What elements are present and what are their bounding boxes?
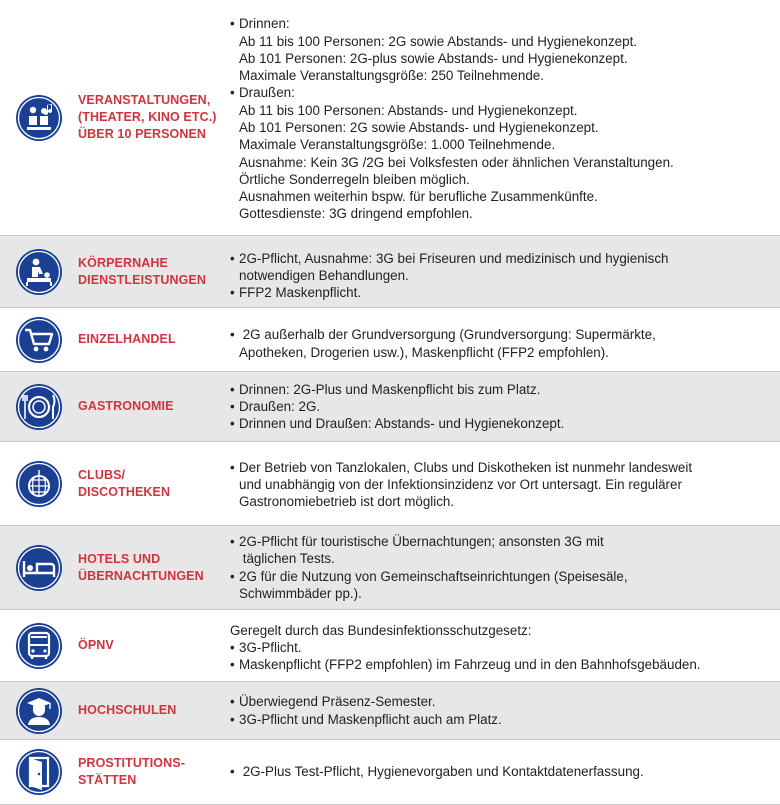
category-icon-cell xyxy=(0,622,78,670)
bullet-icon: • xyxy=(230,85,235,101)
category-title xyxy=(78,255,228,289)
rule-bullet-item xyxy=(230,459,780,476)
rule-text: Gastronomiebetrieb ist dort möglich. xyxy=(239,494,455,510)
rule-text: Ab 11 bis 100 Personen: 2G sowie Abstands- und Hygienekonzept. xyxy=(239,33,638,49)
category-title-line: PROSTITUTIONS- xyxy=(78,756,185,770)
rule-text-line xyxy=(230,171,780,188)
rule-text: notwendigen Behandlungen. xyxy=(239,267,409,283)
bullet-icon: • xyxy=(230,16,235,32)
table-row xyxy=(0,526,780,610)
rule-text: Ausnahmen weiterhin bspw. für berufliche Zusammenkünfte. xyxy=(239,189,598,205)
category-title-line: ÜBER 10 PERSONEN xyxy=(78,127,207,141)
category-title xyxy=(78,92,228,143)
bullet-icon: • xyxy=(230,533,235,549)
rule-text: Maximale Veranstaltungsgröße: 1.000 Teilnehmende. xyxy=(239,137,556,153)
category-title-line: (THEATER, KINO ETC.) xyxy=(78,110,217,124)
rule-text: Schwimmbäder pp.). xyxy=(239,585,362,601)
category-title-line: HOCHSCHULEN xyxy=(78,703,177,717)
category-cell xyxy=(78,467,228,501)
category-title-line: CLUBS/ xyxy=(78,467,126,482)
category-cell xyxy=(78,331,228,348)
rules-cell xyxy=(228,250,780,302)
category-title xyxy=(78,755,228,789)
category-cell xyxy=(78,637,228,654)
rule-text-line xyxy=(230,550,780,567)
rule-bullet-item xyxy=(230,568,780,585)
category-title-line: GASTRONOMIE xyxy=(78,399,174,413)
rule-bullet-item xyxy=(230,763,780,780)
rule-text: 2G-Pflicht, Ausnahme: 3G bei Friseuren und medizinisch und hygienisch xyxy=(239,250,669,266)
rule-text: täglichen Tests. xyxy=(239,551,335,567)
rule-text-line xyxy=(230,136,780,153)
rule-text-line xyxy=(230,154,780,171)
category-title xyxy=(78,398,228,415)
rule-bullet-item xyxy=(230,84,780,101)
table-row xyxy=(0,0,780,236)
rule-text: 2G außerhalb der Grundversorgung (Grundversorgung: Supermärkte, xyxy=(239,327,656,343)
category-title xyxy=(78,551,228,585)
category-icon-cell xyxy=(0,748,78,796)
rule-bullet-item xyxy=(230,415,780,432)
rule-text: Ausnahme: Kein 3G /2G bei Volksfesten oder ähnlichen Veranstaltungen. xyxy=(239,154,674,170)
rule-bullet-item xyxy=(230,398,780,415)
category-icon-cell xyxy=(0,460,78,508)
rule-text-line xyxy=(230,119,780,136)
disco-ball-icon xyxy=(15,460,63,508)
category-icon-cell xyxy=(0,687,78,735)
category-title xyxy=(78,467,228,501)
bullet-icon: • xyxy=(230,398,235,414)
rules-cell xyxy=(228,15,780,223)
bullet-icon: • xyxy=(230,657,235,673)
rule-text: Apotheken, Drogerien usw.), Maskenpflicht (FFP2 empfohlen). xyxy=(239,344,609,360)
category-icon-cell xyxy=(0,316,78,364)
rule-bullet-item xyxy=(230,656,780,673)
bullet-icon: • xyxy=(230,327,235,343)
bullet-icon: • xyxy=(230,568,235,584)
rule-text: 2G-Plus Test-Pflicht, Hygienevorgaben und Kontaktdatenerfassung. xyxy=(239,764,644,780)
category-title xyxy=(78,702,228,719)
bullet-icon: • xyxy=(230,639,235,655)
rules-cell xyxy=(228,693,780,728)
rule-text-line xyxy=(230,33,780,50)
rule-text: Örtliche Sonderregeln bleiben möglich. xyxy=(239,171,470,187)
rules-cell xyxy=(228,763,780,780)
rule-text: 3G-Pflicht und Maskenpflicht auch am Platz. xyxy=(239,711,502,727)
table-row xyxy=(0,610,780,682)
category-title-line: DISCOTHEKEN xyxy=(78,484,171,499)
rule-text-line xyxy=(230,205,780,222)
rule-text: 2G-Pflicht für touristische Übernachtungen; ansonsten 3G mit xyxy=(239,533,604,549)
category-icon-cell xyxy=(0,94,78,142)
rule-bullet-item xyxy=(230,693,780,710)
category-cell xyxy=(78,702,228,719)
rule-text-line xyxy=(230,622,780,639)
category-title-line: EINZELHANDEL xyxy=(78,332,176,346)
rule-text: FFP2 Maskenpflicht. xyxy=(239,285,362,301)
rule-text: Drinnen und Draußen: Abstands- und Hygienekonzept. xyxy=(239,416,565,432)
rule-text: Gottesdienste: 3G dringend empfohlen. xyxy=(239,206,473,222)
rule-text-line xyxy=(230,50,780,67)
rule-text-line xyxy=(230,67,780,84)
theater-audience-icon xyxy=(15,94,63,142)
shopping-cart-icon xyxy=(15,316,63,364)
category-cell xyxy=(78,92,228,143)
rule-bullet-item xyxy=(230,326,780,343)
bus-icon xyxy=(15,622,63,670)
rule-text: Draußen: xyxy=(239,85,295,101)
rule-bullet-item xyxy=(230,639,780,656)
rule-text-line xyxy=(230,267,780,284)
rule-text: Geregelt durch das Bundesinfektionsschutzgesetz: xyxy=(230,622,532,638)
rule-text-line xyxy=(230,585,780,602)
bullet-icon: • xyxy=(230,285,235,301)
category-title-line: KÖRPERNAHE xyxy=(78,255,168,270)
category-title-line: DIENSTLEISTUNGEN xyxy=(78,272,206,287)
category-icon-cell xyxy=(0,248,78,296)
rule-text-line xyxy=(230,476,780,493)
table-row xyxy=(0,236,780,308)
category-title-line: HOTELS UND xyxy=(78,551,161,566)
body-care-icon xyxy=(15,248,63,296)
rule-bullet-item xyxy=(230,250,780,267)
category-cell xyxy=(78,551,228,585)
category-title-line: ÖPNV xyxy=(78,638,114,652)
rule-text: Drinnen: 2G-Plus und Maskenpflicht bis zum Platz. xyxy=(239,381,541,397)
table-row xyxy=(0,682,780,740)
rule-text: und unabhängig von der Infektionsinzidenz vor Ort untersagt. Ein regulärer xyxy=(239,476,682,492)
rules-cell xyxy=(228,533,780,602)
category-title-line: ÜBERNACHTUNGEN xyxy=(78,568,204,583)
category-title xyxy=(78,637,228,654)
rule-text: Maximale Veranstaltungsgröße: 250 Teilnehmende. xyxy=(239,68,544,84)
bullet-icon: • xyxy=(230,416,235,432)
rule-text-line xyxy=(230,102,780,119)
rule-text: Ab 11 bis 100 Personen: Abstands- und Hygienekonzept. xyxy=(239,102,578,118)
rule-bullet-item xyxy=(230,533,780,550)
category-cell xyxy=(78,398,228,415)
rule-bullet-item xyxy=(230,381,780,398)
bullet-icon: • xyxy=(230,694,235,710)
bed-icon xyxy=(15,544,63,592)
rule-bullet-item xyxy=(230,711,780,728)
rule-text: 2G für die Nutzung von Gemeinschaftseinrichtungen (Speisesäle, xyxy=(239,568,628,584)
rule-text: Maskenpflicht (FFP2 empfohlen) im Fahrzeug und in den Bahnhofsgebäuden. xyxy=(239,657,701,673)
table-row xyxy=(0,372,780,442)
rule-bullet-item xyxy=(230,284,780,301)
bullet-icon: • xyxy=(230,381,235,397)
rule-text: Drinnen: xyxy=(239,16,290,32)
rules-cell xyxy=(228,459,780,511)
rules-cell xyxy=(228,326,780,361)
rule-text: Der Betrieb von Tanzlokalen, Clubs und Diskotheken ist nunmehr landesweit xyxy=(239,459,693,475)
rule-bullet-item xyxy=(230,15,780,32)
category-cell xyxy=(78,255,228,289)
bullet-icon: • xyxy=(230,764,235,780)
rule-text: 3G-Pflicht. xyxy=(239,639,302,655)
table-row xyxy=(0,442,780,526)
rule-text-line xyxy=(230,188,780,205)
rule-text: Ab 101 Personen: 2G-plus sowie Abstands- und Hygienekonzept. xyxy=(239,50,628,66)
plate-cutlery-icon xyxy=(15,383,63,431)
category-title-line: VERANSTALTUNGEN, xyxy=(78,93,211,107)
door-icon xyxy=(15,748,63,796)
category-icon-cell xyxy=(0,383,78,431)
graduate-icon xyxy=(15,687,63,735)
category-icon-cell xyxy=(0,544,78,592)
rule-text: Draußen: 2G. xyxy=(239,398,321,414)
table-row xyxy=(0,308,780,372)
rule-text: Überwiegend Präsenz-Semester. xyxy=(239,694,436,710)
rule-text-line xyxy=(230,344,780,361)
rule-text: Ab 101 Personen: 2G sowie Abstands- und Hygienekonzept. xyxy=(239,120,599,135)
category-title-line: STÄTTEN xyxy=(78,773,137,787)
table-row xyxy=(0,740,780,805)
bullet-icon: • xyxy=(230,459,235,475)
rules-cell xyxy=(228,622,780,674)
category-title xyxy=(78,331,228,348)
bullet-icon: • xyxy=(230,250,235,266)
rule-text-line xyxy=(230,493,780,510)
category-cell xyxy=(78,755,228,789)
rules-cell xyxy=(228,381,780,433)
bullet-icon: • xyxy=(230,711,235,727)
